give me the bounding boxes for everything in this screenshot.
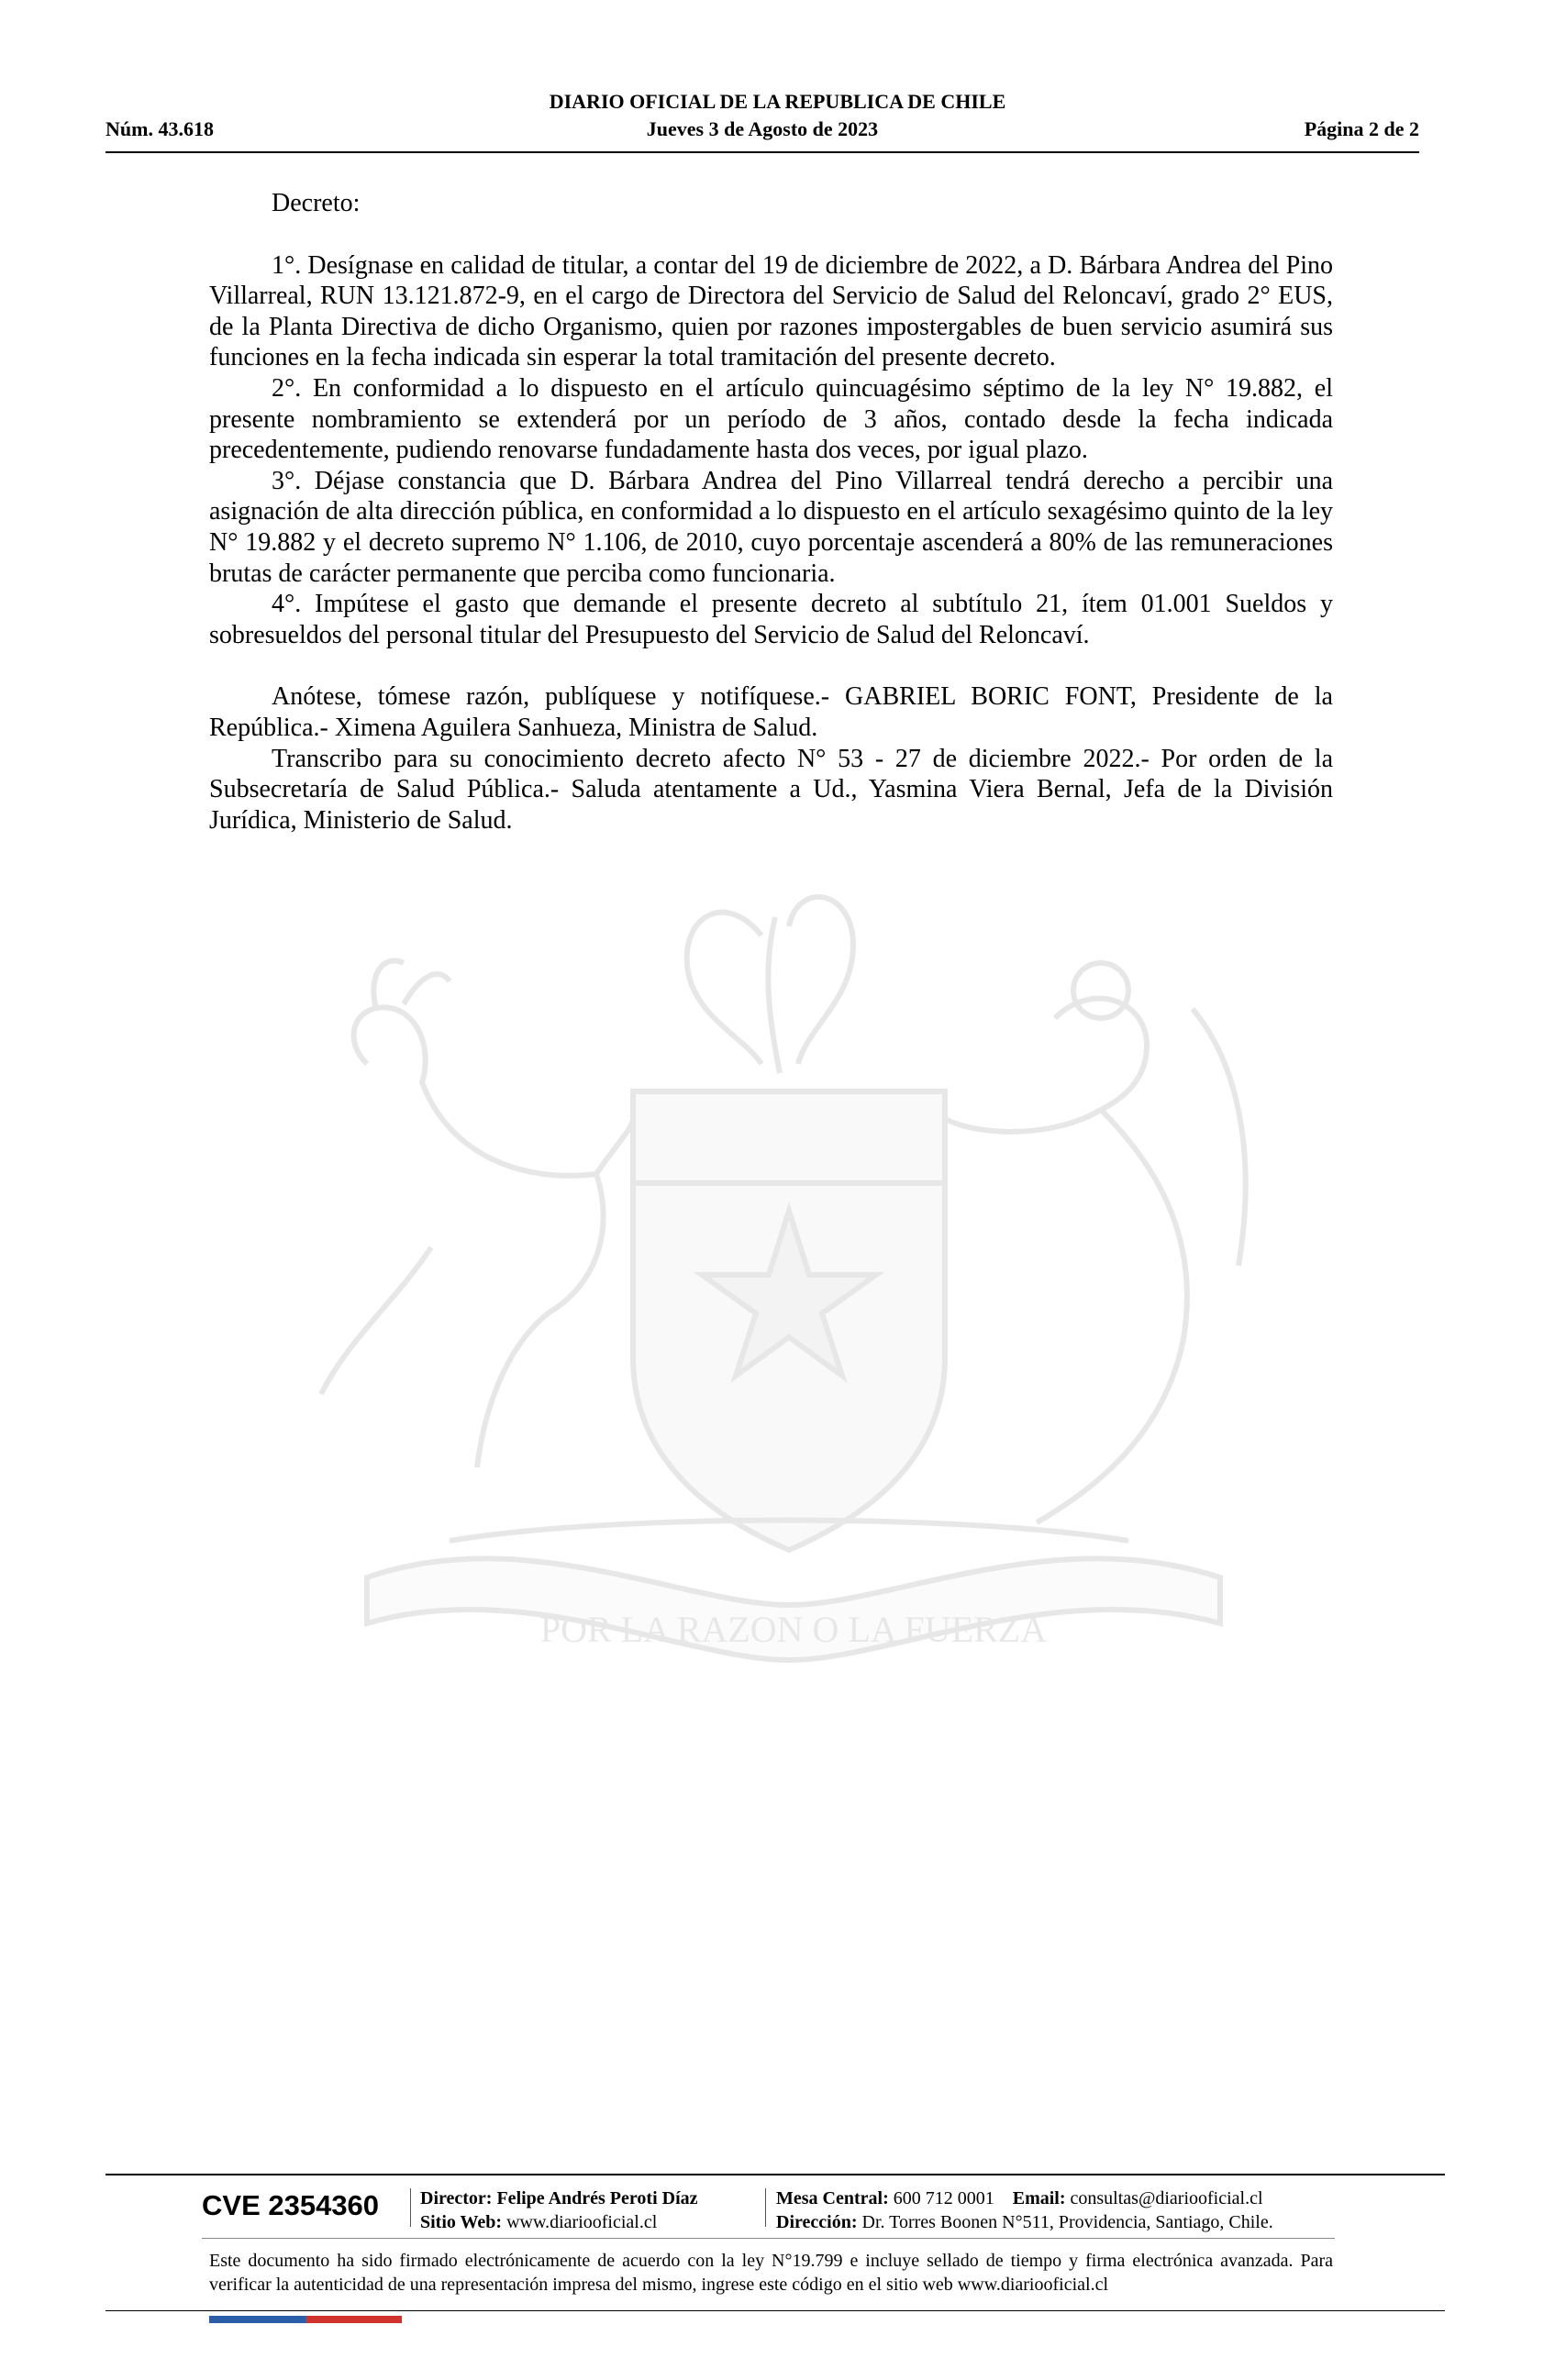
decreto-label: Decreto:	[272, 189, 361, 217]
closing-paragraph: Anótese, tómese razón, publíquese y notifíquese.- GABRIEL BORIC FONT, Presidente de la República.- Ximena Aguilera Sanhueza, Ministra de Salud.	[209, 682, 1333, 742]
footer-divider-middle	[202, 2238, 1335, 2239]
website-label: Sitio Web:	[420, 2212, 503, 2232]
footer-divider-top	[106, 2174, 1445, 2175]
watermark-motto: POR LA RAZON O LA FUERZA	[539, 1609, 1048, 1650]
header-divider	[106, 151, 1419, 153]
footer-contact-block	[776, 2186, 1345, 2234]
footer-separator	[410, 2188, 411, 2227]
decree-body	[209, 188, 1333, 836]
decree-paragraph-1: 1°. Desígnase en calidad de titular, a contar del 19 de diciembre de 2022, a D. Bárbara Andrea del Pino Villarreal, RUN 13.121.872-9, en el cargo de Directora del Servicio de Salud del Reloncaví, grado 2° EUS, de la Planta Directiva de dicho Organismo, quien por razones impostergables de buen servicio asumirá sus funciones en la fecha indicada sin esperar la total tramitación del presente decreto.	[209, 250, 1333, 372]
decree-paragraph-3: 3°. Déjase constancia que D. Bárbara Andrea del Pino Villarreal tendrá derecho a percibir una asignación de alta dirección pública, en conformidad a lo dispuesto en el artículo sexagésimo quinto de la ley N° 19.882 y el decreto supremo N° 1.106, de 2010, cuyo porcentaje ascenderá a 80% de las remuneraciones brutas de carácter permanente que perciba como funcionaria.	[209, 466, 1333, 588]
phone-number: 600 712 0001	[893, 2188, 994, 2208]
flag-red-stripe	[305, 2316, 402, 2323]
page-number: Página 2 de 2	[1304, 117, 1419, 140]
flag-blue-stripe	[209, 2316, 305, 2323]
address-value: Dr. Torres Boonen N°511, Providencia, Santiago, Chile.	[861, 2212, 1273, 2232]
footer-director-block	[420, 2186, 769, 2234]
newspaper-title: DIARIO OFICIAL DE LA REPUBLICA DE CHILE	[549, 90, 1006, 113]
director-label: Director:	[420, 2188, 493, 2208]
issue-number: Núm. 43.618	[106, 117, 214, 140]
email-link[interactable]: consultas@diariooficial.cl	[1070, 2188, 1263, 2208]
phone-label: Mesa Central:	[776, 2188, 889, 2208]
cve-code: CVE 2354360	[202, 2189, 380, 2221]
flag-color-bar	[209, 2311, 402, 2319]
email-label: Email:	[1012, 2188, 1066, 2208]
website-link[interactable]: www.diariooficial.cl	[506, 2212, 658, 2232]
header-row	[106, 117, 1419, 145]
issue-date: Jueves 3 de Agosto de 2023	[646, 117, 879, 140]
decree-paragraph-4: 4°. Impútese el gasto que demande el presente decreto al subtítulo 21, ítem 01.001 Sueldos y sobresueldos del personal titular del Presupuesto del Servicio de Salud del Reloncaví.	[209, 590, 1333, 649]
transcription-paragraph: Transcribo para su conocimiento decreto afecto N° 53 - 27 de diciembre 2022.- Por orden de la Subsecretaría de Salud Pública.- Saluda atentamente a Ud., Yasmina Viera Bernal, Jefa de la División Jurídica, Ministerio de Salud.	[209, 744, 1333, 835]
decree-paragraph-2: 2°. En conformidad a lo dispuesto en el artículo quincuagésimo séptimo de la ley N° 19.882, el presente nombramiento se extenderá por un período de 3 años, contado desde la fecha indicada precedentemente, pudiendo renovarse fundadamente hasta dos veces, por igual plazo.	[209, 373, 1333, 465]
coat-of-arms-watermark	[248, 880, 1339, 1688]
footer-separator	[765, 2188, 766, 2227]
director-name: Felipe Andrés Peroti Díaz	[496, 2188, 698, 2208]
address-label: Dirección:	[776, 2212, 858, 2232]
footer-signature-note: Este documento ha sido firmado electrónicamente de acuerdo con la ley N°19.799 e incluye sellado de tiempo y firma electrónica avanzada. Para verificar la autenticidad de una representación impresa del mismo, ingrese este código en el sitio web www.diariooficial.cl	[209, 2251, 1333, 2295]
